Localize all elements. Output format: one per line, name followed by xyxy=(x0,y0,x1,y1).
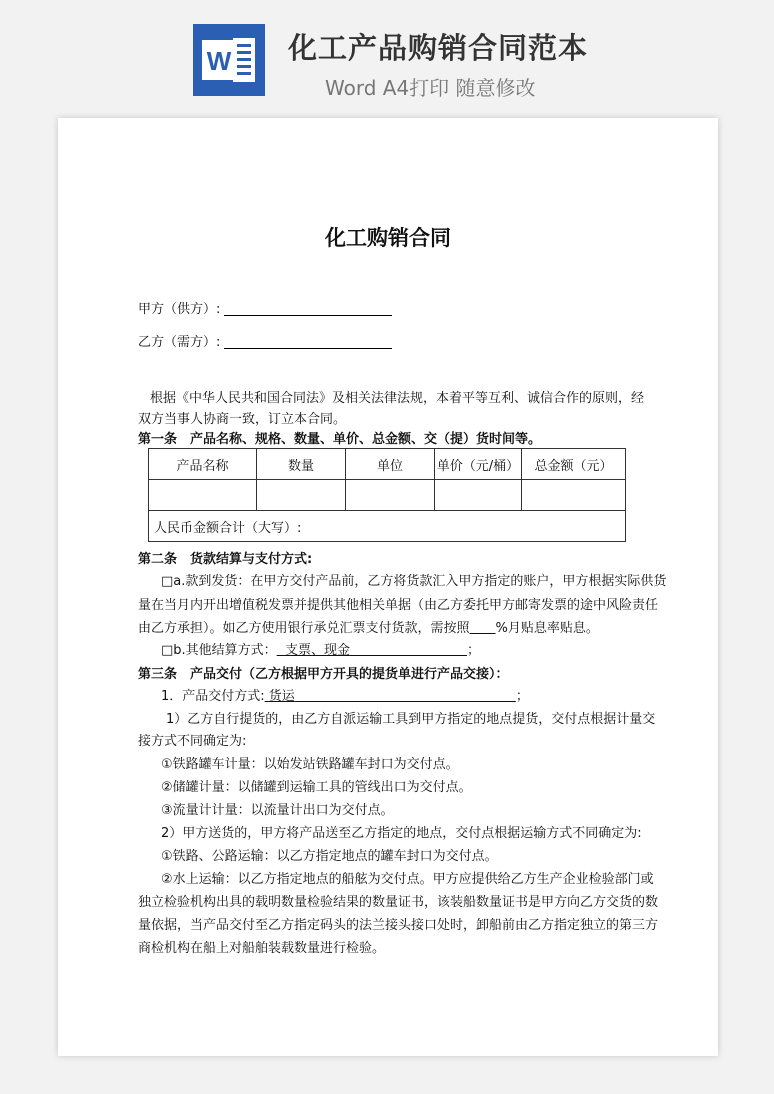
pickup-line-2: 接方式不同确定为: xyxy=(138,734,247,749)
table-cell xyxy=(257,480,346,511)
pickup-line-1: 1）乙方自行提货的，由乙方自派运输工具到甲方指定的地点提货，交付点根据计量交 xyxy=(166,712,656,727)
table-cell xyxy=(522,480,626,511)
delivery-clause-2-line-2: 独立检验机构出具的载明数量检验结果的数量证书，该装船数量证书是甲方向乙方交货的数 xyxy=(138,895,659,910)
payment-b-label: □b.其他结算方式： xyxy=(161,643,277,658)
table-header-cell: 数量 xyxy=(257,449,346,480)
table-header-row xyxy=(149,449,626,480)
goods-table xyxy=(148,448,626,542)
party-a-label: 甲方（供方）: xyxy=(138,302,221,317)
payment-a-line-3 xyxy=(138,618,638,639)
table-cell xyxy=(346,480,435,511)
payment-a-rate-text: %月贴息率贴息。 xyxy=(495,621,599,636)
payment-b-value: 支票、现金 xyxy=(284,643,350,658)
intro-line-1: 根据《中华人民共和国合同法》及相关法律法规，本着平等互利、诚信合作的原则，经 xyxy=(150,391,645,406)
table-header-cell: 产品名称 xyxy=(149,449,257,480)
delivery-clause-1: ①铁路、公路运输：以乙方指定地点的罐车封口为交付点。 xyxy=(161,849,498,864)
pickup-clause-3: ③流量计计量：以流量计出口为交付点。 xyxy=(161,803,394,818)
delivery-method-value: 货运 xyxy=(268,689,295,704)
header-banner xyxy=(0,0,774,118)
discount-rate-blank xyxy=(470,621,496,636)
party-b-line xyxy=(138,331,392,350)
party-a-blank xyxy=(224,302,392,316)
table-header-cell: 总金额（元） xyxy=(522,449,626,480)
delivery-clause-2-line-4: 商检机构在船上对船舶装载数量进行检验。 xyxy=(138,941,386,956)
document-page xyxy=(58,118,718,1056)
delivery-line: 2）甲方送货的，甲方将产品送至乙方指定的地点，交付点根据运输方式不同确定为: xyxy=(161,826,642,841)
document-title: 化工购销合同 xyxy=(325,226,451,250)
payment-a-line-2: 量在当月内开出增值税发票并提供其他相关单据（由乙方委托甲方邮寄发票的途中风险责任 xyxy=(138,598,659,613)
delivery-clause-2-line-1: ②水上运输：以乙方指定地点的船舷为交付点。甲方应提供给乙方生产企业检验部门或 xyxy=(161,872,654,887)
table-row xyxy=(149,480,626,511)
table-cell xyxy=(149,480,257,511)
table-cell xyxy=(435,480,522,511)
delivery-clause-2-line-3: 量依据，当产品交付至乙方指定码头的法兰接头接口处时，卸船前由乙方指定独立的第三方 xyxy=(138,918,659,933)
delivery-method-label: 1．产品交付方式: xyxy=(161,689,265,704)
pickup-clause-1: ①铁路罐车计量：以始发站铁路罐车封口为交付点。 xyxy=(161,757,459,772)
total-amount-label: 人民币金额合计（大写）: xyxy=(149,511,626,542)
word-app-icon xyxy=(193,24,265,96)
pickup-clause-2: ②储罐计量：以储罐到运输工具的管线出口为交付点。 xyxy=(161,780,472,795)
word-logo-letter: W xyxy=(206,46,232,76)
article-2-heading: 第二条 货款结算与支付方式: xyxy=(138,552,313,567)
banner-subtitle: Word A4打印 随意修改 xyxy=(325,76,536,100)
table-total-row xyxy=(149,511,626,542)
payment-a-line-1: □a.款到发货：在甲方交付产品前，乙方将货款汇入甲方指定的账户，甲方根据实际供货 xyxy=(161,574,667,589)
party-b-label: 乙方（需方）: xyxy=(138,335,221,350)
banner-title: 化工产品购销合同范本 xyxy=(288,31,589,65)
article-3-heading: 第三条 产品交付（乙方根据甲方开具的提货单进行产品交接）： xyxy=(138,667,509,682)
party-a-line xyxy=(138,298,392,317)
intro-line-2: 双方当事人协商一致，订立本合同。 xyxy=(138,412,347,427)
party-b-blank xyxy=(224,335,392,349)
payment-b-line: □b.其他结算方式： 支票、现金 ； xyxy=(161,643,480,658)
table-header-cell: 单位 xyxy=(346,449,435,480)
delivery-method-line: 1．产品交付方式: 货运 ； xyxy=(161,689,529,704)
article-1-heading: 第一条 产品名称、规格、数量、单价、总金额、交（提）货时间等。 xyxy=(138,432,542,447)
payment-a-text: 由乙方承担）。如乙方使用银行承兑汇票支付货款，需按照 xyxy=(138,621,470,636)
table-header-cell: 单价（元/桶） xyxy=(435,449,522,480)
